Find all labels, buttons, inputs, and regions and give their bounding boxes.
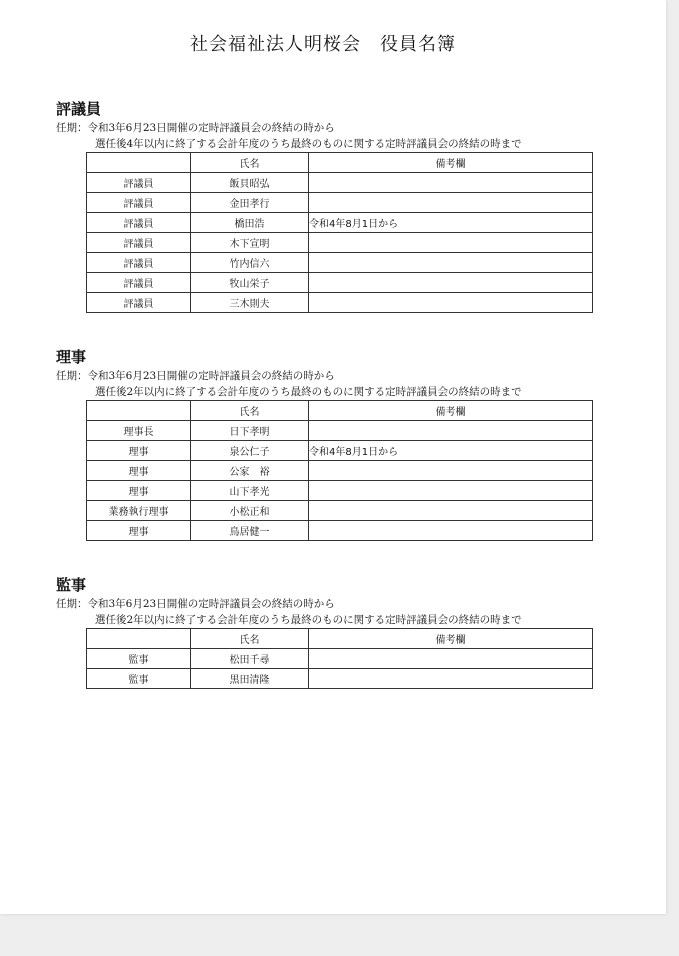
name-cell: 牧山栄子 bbox=[191, 273, 309, 293]
position-cell: 業務執行理事 bbox=[87, 501, 191, 521]
position-cell: 理事 bbox=[87, 481, 191, 501]
term-end-text: 選任後2年以内に終了する会計年度のうち最終のものに関する定時評議員会の終結の時まで bbox=[95, 386, 522, 398]
name-cell: 飯貝昭弘 bbox=[191, 173, 309, 193]
table-row bbox=[87, 461, 593, 481]
table-row bbox=[87, 253, 593, 273]
note-cell bbox=[309, 293, 593, 313]
position-cell: 監事 bbox=[87, 649, 191, 669]
table-header-row bbox=[87, 629, 593, 649]
header-notes: 備考欄 bbox=[309, 401, 593, 421]
name-cell: 橋田浩 bbox=[191, 213, 309, 233]
note-cell bbox=[309, 461, 593, 481]
note-cell: 令和4年8月1日から bbox=[309, 213, 593, 233]
term-end-text: 選任後2年以内に終了する会計年度のうち最終のものに関する定時評議員会の終結の時まで bbox=[95, 614, 522, 626]
note-cell bbox=[309, 193, 593, 213]
section-heading: 監事 bbox=[56, 576, 87, 594]
position-cell: 評議員 bbox=[87, 173, 191, 193]
table-row bbox=[87, 273, 593, 293]
note-cell bbox=[309, 253, 593, 273]
position-cell: 評議員 bbox=[87, 293, 191, 313]
position-cell: 理事 bbox=[87, 521, 191, 541]
name-cell: 公家 裕 bbox=[191, 461, 309, 481]
table-header-row bbox=[87, 153, 593, 173]
note-cell bbox=[309, 649, 593, 669]
table-row bbox=[87, 173, 593, 193]
document-title: 社会福祉法人明桜会 役員名簿 bbox=[190, 34, 456, 55]
name-cell: 日下孝明 bbox=[191, 421, 309, 441]
name-cell: 竹内信六 bbox=[191, 253, 309, 273]
name-cell: 山下孝光 bbox=[191, 481, 309, 501]
note-cell bbox=[309, 521, 593, 541]
note-cell bbox=[309, 669, 593, 689]
position-cell: 評議員 bbox=[87, 193, 191, 213]
note-cell bbox=[309, 501, 593, 521]
header-position bbox=[87, 153, 191, 173]
position-cell: 理事長 bbox=[87, 421, 191, 441]
header-name: 氏名 bbox=[191, 629, 309, 649]
section-auditors bbox=[56, 574, 616, 689]
position-cell: 監事 bbox=[87, 669, 191, 689]
table-row bbox=[87, 421, 593, 441]
header-position bbox=[87, 629, 191, 649]
section-directors bbox=[56, 346, 616, 541]
header-name: 氏名 bbox=[191, 401, 309, 421]
name-cell: 金田孝行 bbox=[191, 193, 309, 213]
position-cell: 評議員 bbox=[87, 233, 191, 253]
term-start-text: 任期：令和3年6月23日開催の定時評議員会の終結の時から bbox=[56, 598, 335, 610]
name-cell: 鳥居健一 bbox=[191, 521, 309, 541]
table-row bbox=[87, 481, 593, 501]
name-cell: 木下宣明 bbox=[191, 233, 309, 253]
header-notes: 備考欄 bbox=[309, 153, 593, 173]
table-row bbox=[87, 501, 593, 521]
note-cell: 令和4年8月1日から bbox=[309, 441, 593, 461]
term-end-text: 選任後4年以内に終了する会計年度のうち最終のものに関する定時評議員会の終結の時まで bbox=[95, 138, 522, 150]
table-row bbox=[87, 521, 593, 541]
table-row bbox=[87, 193, 593, 213]
position-cell: 評議員 bbox=[87, 253, 191, 273]
directors-table bbox=[86, 400, 593, 541]
position-cell: 評議員 bbox=[87, 213, 191, 233]
table-row bbox=[87, 649, 593, 669]
position-cell: 理事 bbox=[87, 461, 191, 481]
table-row bbox=[87, 441, 593, 461]
note-cell bbox=[309, 421, 593, 441]
section-councilors bbox=[56, 98, 616, 313]
table-row bbox=[87, 213, 593, 233]
section-heading: 評議員 bbox=[56, 100, 102, 118]
name-cell: 泉公仁子 bbox=[191, 441, 309, 461]
name-cell: 松田千尋 bbox=[191, 649, 309, 669]
name-cell: 小松正和 bbox=[191, 501, 309, 521]
councilors-table bbox=[86, 152, 593, 313]
note-cell bbox=[309, 273, 593, 293]
name-cell: 黒田清隆 bbox=[191, 669, 309, 689]
position-cell: 理事 bbox=[87, 441, 191, 461]
table-row bbox=[87, 669, 593, 689]
table-row bbox=[87, 233, 593, 253]
header-name: 氏名 bbox=[191, 153, 309, 173]
term-start-text: 任期：令和3年6月23日開催の定時評議員会の終結の時から bbox=[56, 122, 335, 134]
position-cell: 評議員 bbox=[87, 273, 191, 293]
name-cell: 三木則夫 bbox=[191, 293, 309, 313]
note-cell bbox=[309, 233, 593, 253]
header-notes: 備考欄 bbox=[309, 629, 593, 649]
term-start-text: 任期：令和3年6月23日開催の定時評議員会の終結の時から bbox=[56, 370, 335, 382]
auditors-table bbox=[86, 628, 593, 689]
note-cell bbox=[309, 481, 593, 501]
table-row bbox=[87, 293, 593, 313]
table-header-row bbox=[87, 401, 593, 421]
header-position bbox=[87, 401, 191, 421]
section-heading: 理事 bbox=[56, 348, 87, 366]
note-cell bbox=[309, 173, 593, 193]
